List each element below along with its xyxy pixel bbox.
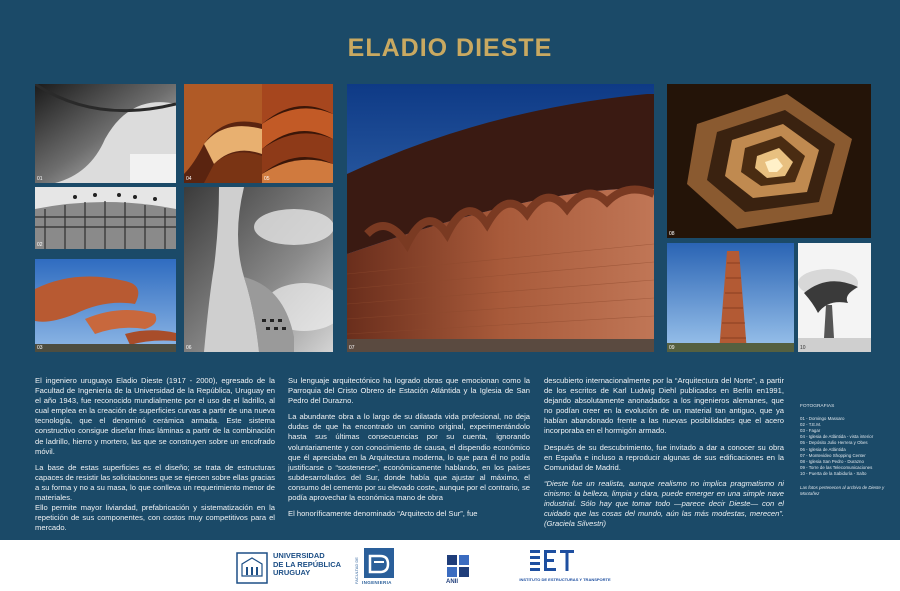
photo-06 <box>184 187 333 352</box>
anii-logo <box>444 546 472 588</box>
photo-legend <box>800 404 892 497</box>
photo-04 <box>184 84 262 183</box>
vault-image <box>35 84 176 183</box>
iet-logo <box>510 548 620 588</box>
photo-number: 07 <box>349 345 355 351</box>
spiral-ceiling-image <box>667 84 871 238</box>
legend-heading: FOTOGRAFIAS <box>800 404 835 409</box>
udelar-logo <box>236 550 346 586</box>
legend-item: 10 - Puerta de la Sabiduría - Salto <box>800 470 867 476</box>
tower-image <box>184 187 333 352</box>
legend-item: 01 - Domingo Massaro <box>800 416 845 422</box>
udelar-line: UNIVERSIDAD <box>273 551 325 560</box>
photo-09 <box>667 243 794 352</box>
udelar-line: DE LA REPÚBLICA <box>273 559 342 569</box>
fing-side-label: FACULTAD DE <box>354 557 359 584</box>
photo-number: 02 <box>37 242 43 248</box>
photo-number: 04 <box>186 176 192 182</box>
iet-emblem-icon <box>530 548 574 574</box>
fing-label: INGENIERIA <box>362 580 392 585</box>
fing-emblem-icon <box>364 548 394 578</box>
photo-number: 05 <box>264 176 270 182</box>
photo-07 <box>347 84 654 352</box>
text-column-3 <box>544 376 784 535</box>
photo-number: 01 <box>37 176 43 182</box>
paragraph: El ingeniero uruguayo Eladio Dieste (1917 - 2000), egresado de la Facultad de Ingeniería de la Universidad de la República, Uruguay en el año 1943, fue reconocido mundialmente por el uso de el ladrillo, al cual emplea en la creación de superficies curvas a partir de una nueva tecnología, que el denominó cerámica armada. Este sistema constructivo consigue diseñar finas láminas a partir de la combinación de ladrillo, hierro y mortero, las que se construyen sobre un encofrado móvil. <box>35 376 275 456</box>
church-image <box>347 84 654 352</box>
legend-item: 08 - Iglesia San Pedro - Durazno <box>800 458 864 464</box>
gate-image <box>798 243 871 352</box>
legend-item: 02 - T.E.M. <box>800 422 822 428</box>
quote: “Dieste fue un realista, aunque realismo no implica pragmatismo ni cinismo: la belleza, limpia y clara, puede emerger en una simple nave industrial. Sólo hay que tomar todo —parece decir Dieste— con el cuidado que las cosas del mundo, aún las más modestas, merecen”. (Graciela Silvestri) <box>544 478 784 529</box>
photo-02 <box>35 187 176 249</box>
paragraph: descubierto internacionalmente por la “Arquitectura del Norte”, a partir de los escritos de Karl Ludwig Diehl publicados en Berlin en1991, dejando absolutamente anonadados a los ingenieros alemanes, que no podían creer en la evolución de un material tan antiguo, que ya habían abandonado frente a las nuevas posibilidades que el acero incorporaba en el hormigón armado. <box>544 376 784 436</box>
paragraph: El honoríficamente denominado “Arquitecto del Sur”, fue <box>288 509 478 519</box>
paragraph: Ello permite mayor liviandad, prefabricación y sistematización en la repetición de sus componentes, con costos muy competitivos para el mercado. <box>35 503 275 533</box>
footer <box>0 540 900 591</box>
photo-10 <box>798 243 871 352</box>
legend-item: 05 - Depósito Julio Herrera y Obes <box>800 440 868 446</box>
photo-number: 10 <box>800 345 806 351</box>
anii-emblem-icon <box>446 554 470 578</box>
legend-item: 07 - Montevideo Shopping Center <box>800 452 866 458</box>
legend-item: 03 - Fagar <box>800 428 821 434</box>
udelar-line: URUGUAY <box>273 568 311 578</box>
photo-05 <box>262 84 333 183</box>
fing-logo <box>354 546 404 588</box>
legend-item: 09 - Torre de las Telecomunicaciones <box>800 464 873 470</box>
paragraph: Su lenguaje arquitectónico ha logrado obras que emocionan como la Parroquia del Cristo Obrero de Estación Atlántida y la Iglesia de San Pedro del Durazno. <box>288 376 530 406</box>
photo-number: 03 <box>37 345 43 351</box>
photo-01 <box>35 84 176 183</box>
paragraph: La base de estas superficies es el diseño; se trata de estructuras capaces de resistir las solicitaciones que se ejercen sobre ellas gracias a su forma y no a su masa, lo que conlleva un requerimiento menor de materiales. <box>35 462 275 503</box>
photo-number: 08 <box>669 231 675 237</box>
photo-number: 09 <box>669 345 675 351</box>
legend-item: 04 - Iglesia de Atlántida - vista interior <box>800 434 874 440</box>
structure-image <box>35 187 176 249</box>
text-column-1 <box>35 376 275 539</box>
canopy-image <box>35 259 176 352</box>
legend-item: 06 - Iglesia de Atlántida <box>800 446 846 452</box>
telecom-tower-image <box>667 243 794 352</box>
paragraph: Después de su descubrimiento, fue invitado a dar a conocer su obra en España e incluso a reproducir algunas de sus edificaciones en la Comunidad de Madrid. <box>544 442 784 472</box>
legend-credit: Las fotos pertenecen al archivo de Dieste y Montañez <box>800 485 885 497</box>
iet-label: INSTITUTO DE ESTRUCTURAS Y TRANSPORTE <box>519 577 611 582</box>
photo-08 <box>667 84 871 238</box>
text-column-2 <box>288 376 530 525</box>
photo-number: 06 <box>186 345 192 351</box>
paragraph: La abundante obra a lo largo de su dilatada vida profesional, no deja dudas de que ha encontrado un camino original, experimentándolo hasta sus últimas consecuencias por su cuenta, ignorando voluntariamente y con conocimiento de causa, el dispendio económico que él apreciaba en la Arquitectura moderna, lo que para él no podía justificarse o “sostenerse”, económicamente hablando, en los países subdesarrollados del Sur, donde había que ajustar al máximo, el consumo del cemento por su elevado coste, aunque por el contrario, se podía aprovechar la económica mano de obra <box>288 412 530 503</box>
warehouse-image <box>262 84 333 183</box>
anii-label: ANII <box>446 579 458 585</box>
poster-title: ELADIO DIESTE <box>347 34 553 62</box>
udelar-emblem-icon <box>236 552 268 584</box>
photo-03 <box>35 259 176 352</box>
interior-image <box>184 84 262 183</box>
